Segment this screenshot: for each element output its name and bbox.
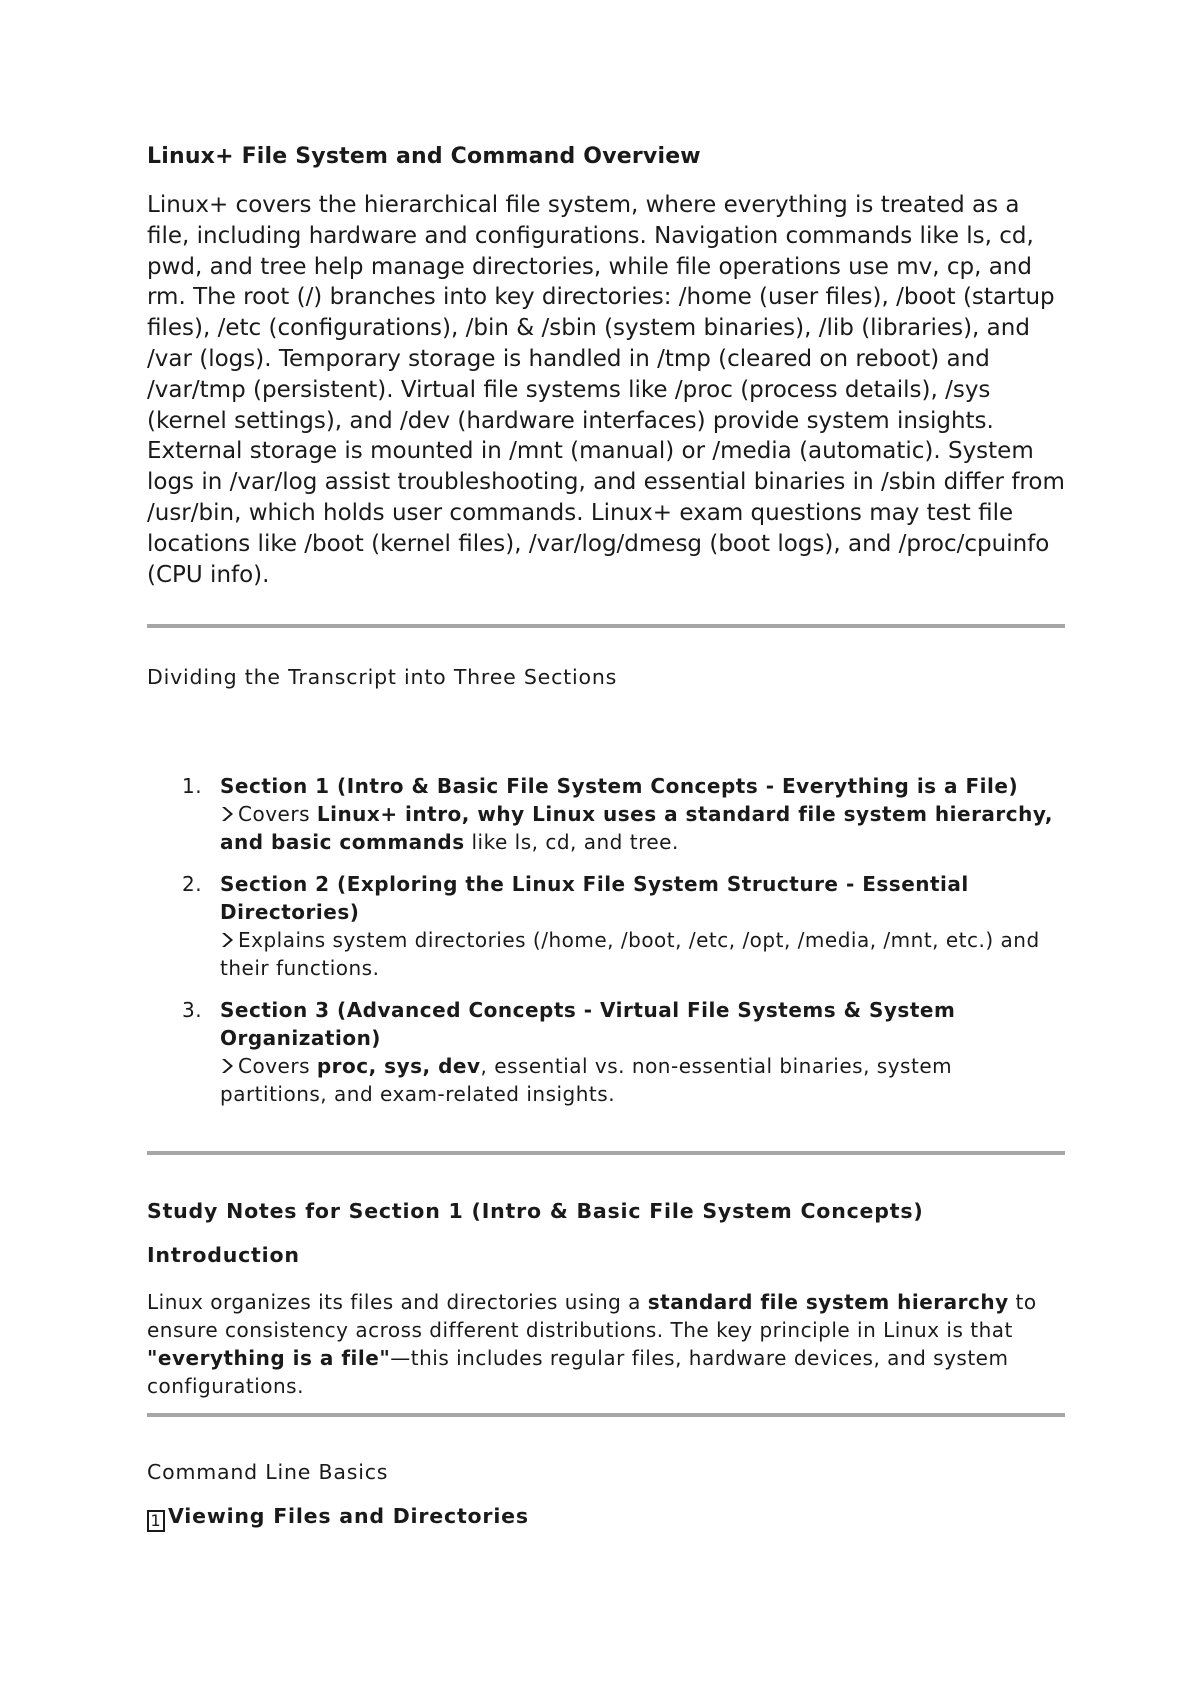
divider [147, 1151, 1065, 1155]
document-title: Linux+ File System and Command Overview [147, 144, 701, 169]
section-title: Section 3 (Advanced Concepts - Virtual File Systems & System Organization) [220, 998, 956, 1050]
intro-text: Linux organizes its files and directories using a [147, 1290, 648, 1314]
viewing-files-heading [147, 1504, 529, 1532]
sections-list [147, 772, 1065, 1122]
intro-text: to ensure consistency across different distributions. The key principle in Linux is that [147, 1290, 1037, 1342]
section-item [147, 772, 1065, 856]
divider [147, 624, 1065, 628]
viewing-files-label: Viewing Files and Directories [168, 1504, 529, 1528]
description-lead: Explains system directories (/home, /boot, /etc, /opt, /media, /mnt, etc.) and their functions. [220, 928, 1040, 980]
list-number: 1. [182, 774, 203, 798]
description-lead: Covers [238, 802, 317, 826]
section-description [220, 802, 1053, 854]
number-one-icon: 1 [147, 1510, 165, 1532]
arrow-right-icon [220, 806, 234, 822]
section-title: Section 1 (Intro & Basic File System Concepts - Everything is a File) [220, 774, 1019, 798]
command-line-heading: Command Line Basics [147, 1460, 389, 1484]
description-bold: proc, sys, dev [316, 1054, 481, 1078]
section-item [147, 870, 1065, 982]
sections-heading: Dividing the Transcript into Three Sections [147, 665, 618, 689]
study-notes-heading: Study Notes for Section 1 (Intro & Basic File System Concepts) [147, 1199, 924, 1223]
list-number: 3. [182, 998, 203, 1022]
description-tail: like ls, cd, and tree. [464, 830, 679, 854]
arrow-right-icon [220, 932, 234, 948]
introduction-paragraph [147, 1288, 1065, 1400]
description-bold: Linux+ intro, why Linux uses a standard file system hierarchy, and basic commands [220, 802, 1053, 854]
arrow-right-icon [220, 1058, 234, 1074]
introduction-heading: Introduction [147, 1243, 300, 1267]
intro-text: —this includes regular files, hardware devices, and system configurations. [147, 1346, 1009, 1398]
description-lead: Covers [238, 1054, 317, 1078]
overview-paragraph: Linux+ covers the hierarchical file system, where everything is treated as a file, including hardware and configurations. Navigation commands like ls, cd, pwd, and tree help manage directories, while file operations use mv, cp, and rm. The root (/) branches into key directories: /home (user files), /boot (startup files), /etc (configurations), /bin & /sbin (system binaries), /lib (libraries), and /var (logs). Temporary storage is handled in /tmp (cleared on reboot) and /var/tmp (persistent). Virtual file systems like /proc (process details), /sys (kernel settings), and /dev (hardware interfaces) provide system insights. External storage is mounted in /mnt (manual) or /media (automatic). System logs in /var/log assist troubleshooting, and essential binaries in /sbin differ from /usr/bin, which holds user commands. Linux+ exam questions may test file locations like /boot (kernel files), /var/log/dmesg (boot logs), and /proc/cpuinfo (CPU info). [147, 192, 1065, 588]
intro-bold-text: "everything is a file" [147, 1346, 391, 1370]
list-number: 2. [182, 872, 203, 896]
divider [147, 1413, 1065, 1417]
section-title: Section 2 (Exploring the Linux File System Structure - Essential Directories) [220, 872, 969, 924]
section-item [147, 996, 1065, 1108]
section-description [220, 928, 1040, 980]
description-tail: , essential vs. non-essential binaries, system partitions, and exam-related insights. [220, 1054, 953, 1106]
section-description [220, 1054, 952, 1106]
intro-bold-text: standard file system hierarchy [647, 1290, 1009, 1314]
